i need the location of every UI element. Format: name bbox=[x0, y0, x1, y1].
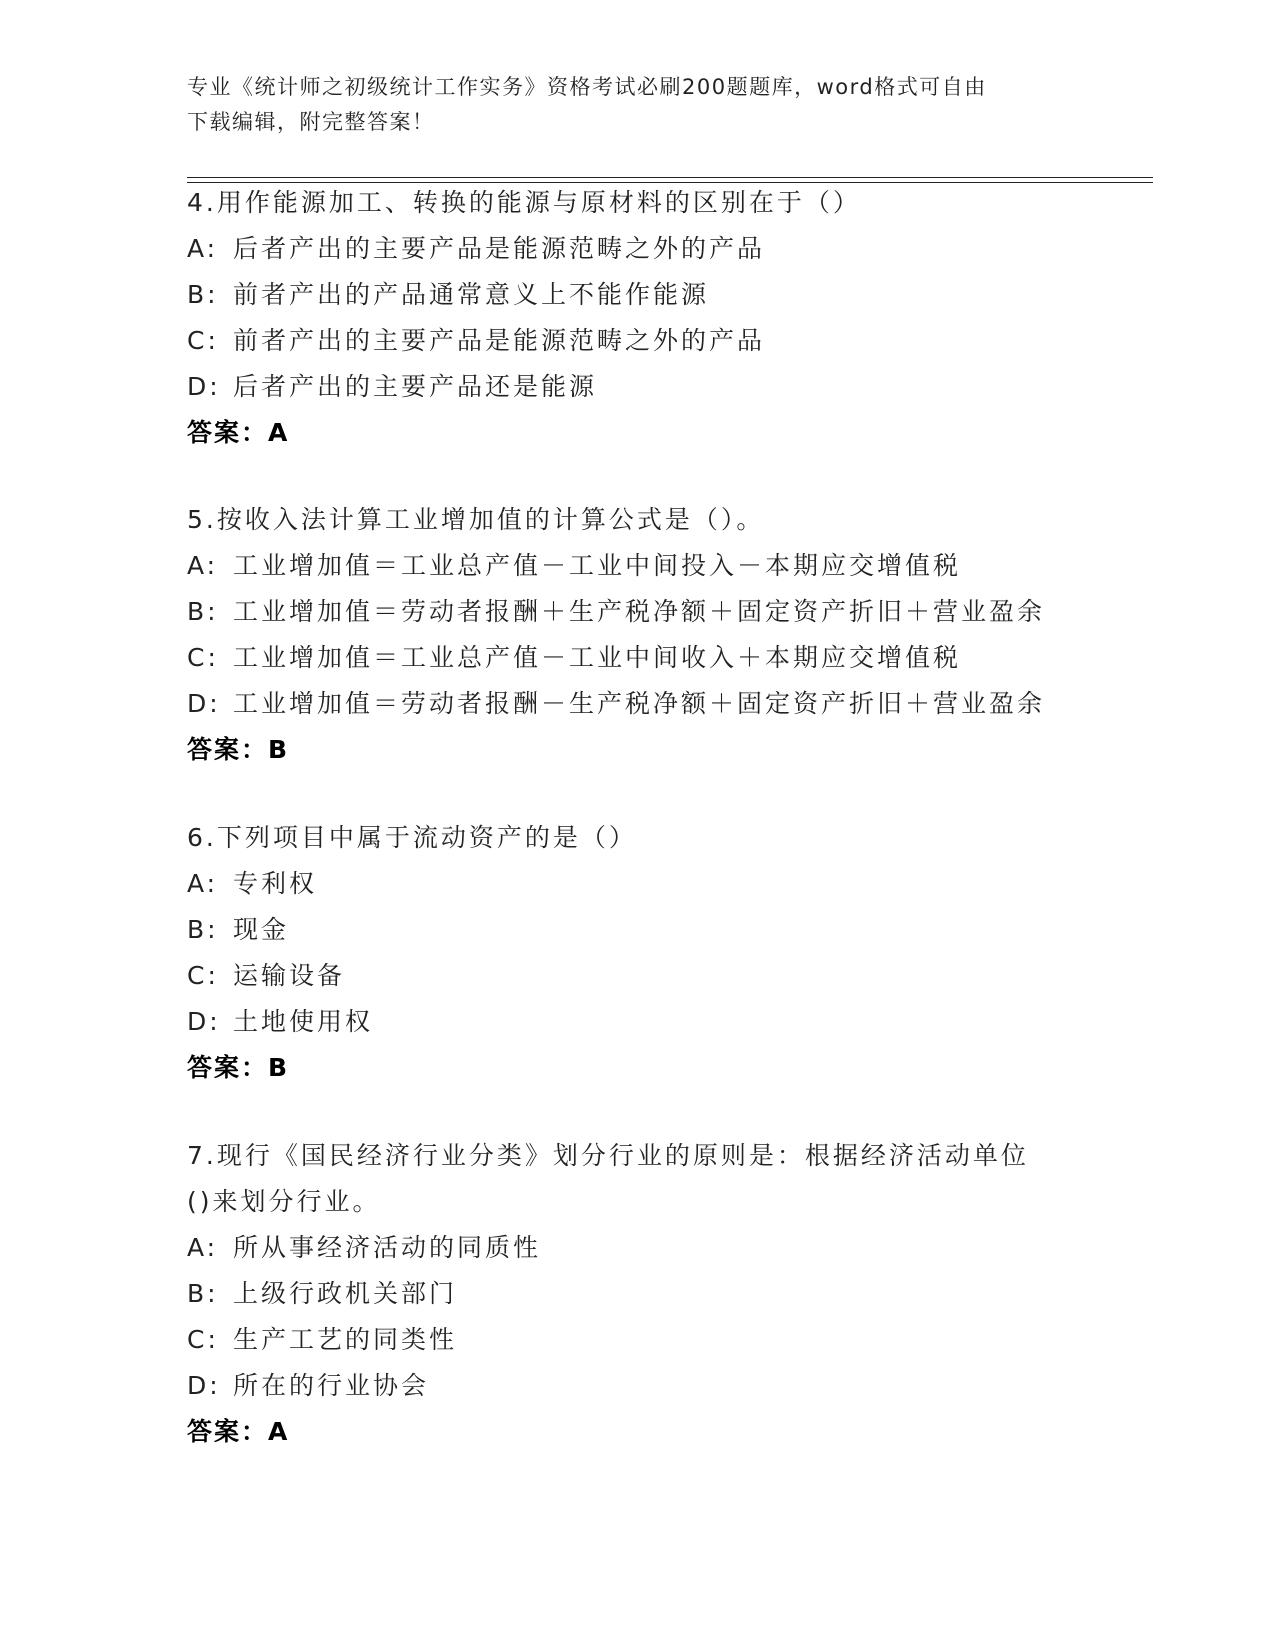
option-text: 前者产出的产品通常意义上不能作能源 bbox=[233, 280, 710, 309]
option-b bbox=[187, 907, 1127, 953]
option-letter: B: bbox=[187, 280, 219, 309]
option-text: 工业增加值＝工业总产值－工业中间收入＋本期应交增值税 bbox=[233, 643, 962, 672]
header-line-2: 下载编辑，附完整答案！ bbox=[187, 110, 435, 134]
option-text: 生产工艺的同类性 bbox=[233, 1325, 458, 1354]
option-letter: C: bbox=[187, 1325, 219, 1354]
option-a bbox=[187, 861, 1127, 907]
option-d bbox=[187, 999, 1127, 1045]
option-letter: A: bbox=[187, 234, 219, 263]
question-stem: 6.下列项目中属于流动资产的是（） bbox=[187, 823, 637, 852]
option-c bbox=[187, 953, 1127, 999]
option-text: 前者产出的主要产品是能源范畴之外的产品 bbox=[233, 326, 766, 355]
answer-line: 答案：B bbox=[187, 735, 290, 764]
answer-line: 答案：A bbox=[187, 418, 290, 447]
option-letter: A: bbox=[187, 869, 219, 898]
option-b bbox=[187, 272, 1127, 318]
option-text: 现金 bbox=[233, 915, 290, 944]
question-stem: 4.用作能源加工、转换的能源与原材料的区别在于（） bbox=[187, 188, 861, 217]
option-b bbox=[187, 1271, 1127, 1317]
option-letter: B: bbox=[187, 597, 219, 626]
option-c bbox=[187, 1317, 1127, 1363]
option-letter: B: bbox=[187, 915, 219, 944]
option-text: 上级行政机关部门 bbox=[233, 1279, 458, 1308]
option-b bbox=[187, 589, 1127, 635]
answer-line: 答案：A bbox=[187, 1417, 290, 1446]
option-text: 专利权 bbox=[233, 869, 318, 898]
option-c bbox=[187, 635, 1127, 681]
question-stem-continued: ()来划分行业。 bbox=[187, 1187, 381, 1216]
question-7 bbox=[187, 1133, 1127, 1455]
option-text: 所在的行业协会 bbox=[233, 1371, 430, 1400]
question-stem: 5.按收入法计算工业增加值的计算公式是（）。 bbox=[187, 505, 765, 534]
option-d bbox=[187, 681, 1127, 727]
option-letter: A: bbox=[187, 1233, 219, 1262]
header-divider-top bbox=[187, 177, 1153, 178]
option-letter: C: bbox=[187, 643, 219, 672]
option-letter: B: bbox=[187, 1279, 219, 1308]
option-d bbox=[187, 1363, 1127, 1409]
option-text: 运输设备 bbox=[233, 961, 346, 990]
option-d bbox=[187, 364, 1127, 410]
option-c bbox=[187, 318, 1127, 364]
question-4 bbox=[187, 180, 1127, 456]
option-text: 工业增加值＝劳动者报酬－生产税净额＋固定资产折旧＋营业盈余 bbox=[233, 689, 1046, 718]
question-stem: 7.现行《国民经济行业分类》划分行业的原则是：根据经济活动单位 bbox=[187, 1141, 1029, 1170]
option-text: 后者产出的主要产品是能源范畴之外的产品 bbox=[233, 234, 766, 263]
option-text: 土地使用权 bbox=[233, 1007, 374, 1036]
option-text: 工业增加值＝劳动者报酬＋生产税净额＋固定资产折旧＋营业盈余 bbox=[233, 597, 1046, 626]
document-header bbox=[187, 70, 1067, 140]
option-letter: A: bbox=[187, 551, 219, 580]
header-line-1: 专业《统计师之初级统计工作实务》资格考试必刷200题题库，word格式可自由 bbox=[187, 75, 987, 99]
option-text: 工业增加值＝工业总产值－工业中间投入－本期应交增值税 bbox=[233, 551, 962, 580]
option-letter: D: bbox=[187, 1007, 221, 1036]
question-5 bbox=[187, 497, 1127, 773]
option-a bbox=[187, 543, 1127, 589]
option-letter: D: bbox=[187, 689, 221, 718]
option-letter: D: bbox=[187, 1371, 221, 1400]
option-text: 所从事经济活动的同质性 bbox=[233, 1233, 542, 1262]
option-letter: D: bbox=[187, 372, 221, 401]
question-6 bbox=[187, 815, 1127, 1091]
option-letter: C: bbox=[187, 961, 219, 990]
option-a bbox=[187, 1225, 1127, 1271]
option-text: 后者产出的主要产品还是能源 bbox=[233, 372, 598, 401]
option-a bbox=[187, 226, 1127, 272]
option-letter: C: bbox=[187, 326, 219, 355]
answer-line: 答案：B bbox=[187, 1053, 290, 1082]
